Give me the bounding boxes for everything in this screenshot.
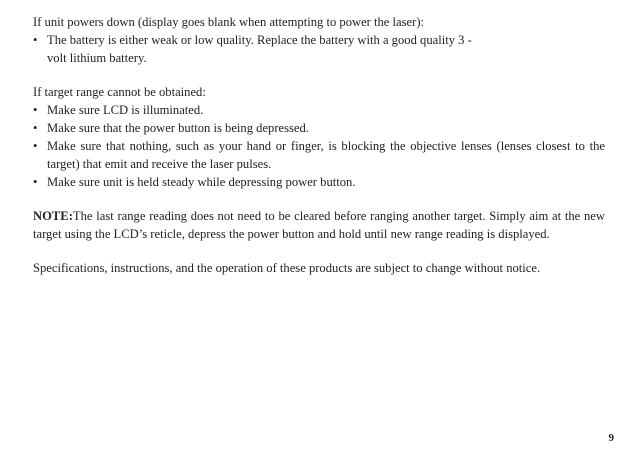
list-item-text: The battery is either weak or low quality. Replace the battery with a good quality 3 -volt lithium battery.	[47, 33, 472, 65]
note-text: The last range reading does not need to be cleared before ranging another target. Simply aim at the new target using the LCD’s reticle, depress the power button and hold until new range reading is displayed.	[33, 209, 605, 241]
section-heading: If unit powers down (display goes blank when attempting to power the laser):	[33, 15, 425, 29]
bullet-icon: •	[33, 139, 38, 153]
range-troubleshooting-section	[33, 83, 605, 191]
bullet-icon: •	[33, 103, 38, 117]
bullet-icon: •	[33, 33, 38, 47]
section-heading: If target range cannot be obtained:	[33, 85, 206, 99]
note-label: NOTE:	[33, 209, 73, 223]
list-item-text: Make sure that the power button is being depressed.	[47, 121, 309, 135]
bullet-list	[33, 31, 605, 67]
list-item-text: Make sure LCD is illuminated.	[47, 103, 204, 117]
page-content	[33, 13, 605, 277]
bullet-icon: •	[33, 121, 38, 135]
list-item	[33, 101, 605, 119]
page-number: 9	[608, 432, 614, 444]
list-item-text: Make sure unit is held steady while depressing power button.	[47, 175, 356, 189]
list-item	[33, 173, 605, 191]
list-item	[33, 137, 605, 173]
disclaimer-text: Specifications, instructions, and the operation of these products are subject to change without notice.	[33, 261, 541, 275]
list-item	[33, 31, 605, 67]
power-troubleshooting-section	[33, 13, 605, 67]
bullet-list	[33, 101, 605, 191]
bullet-icon: •	[33, 175, 38, 189]
list-item	[33, 119, 605, 137]
list-item-text: Make sure that nothing, such as your hand or finger, is blocking the objective lenses (lenses closest to the target) that emit and receive the laser pulses.	[47, 139, 605, 171]
note-paragraph	[33, 207, 605, 243]
